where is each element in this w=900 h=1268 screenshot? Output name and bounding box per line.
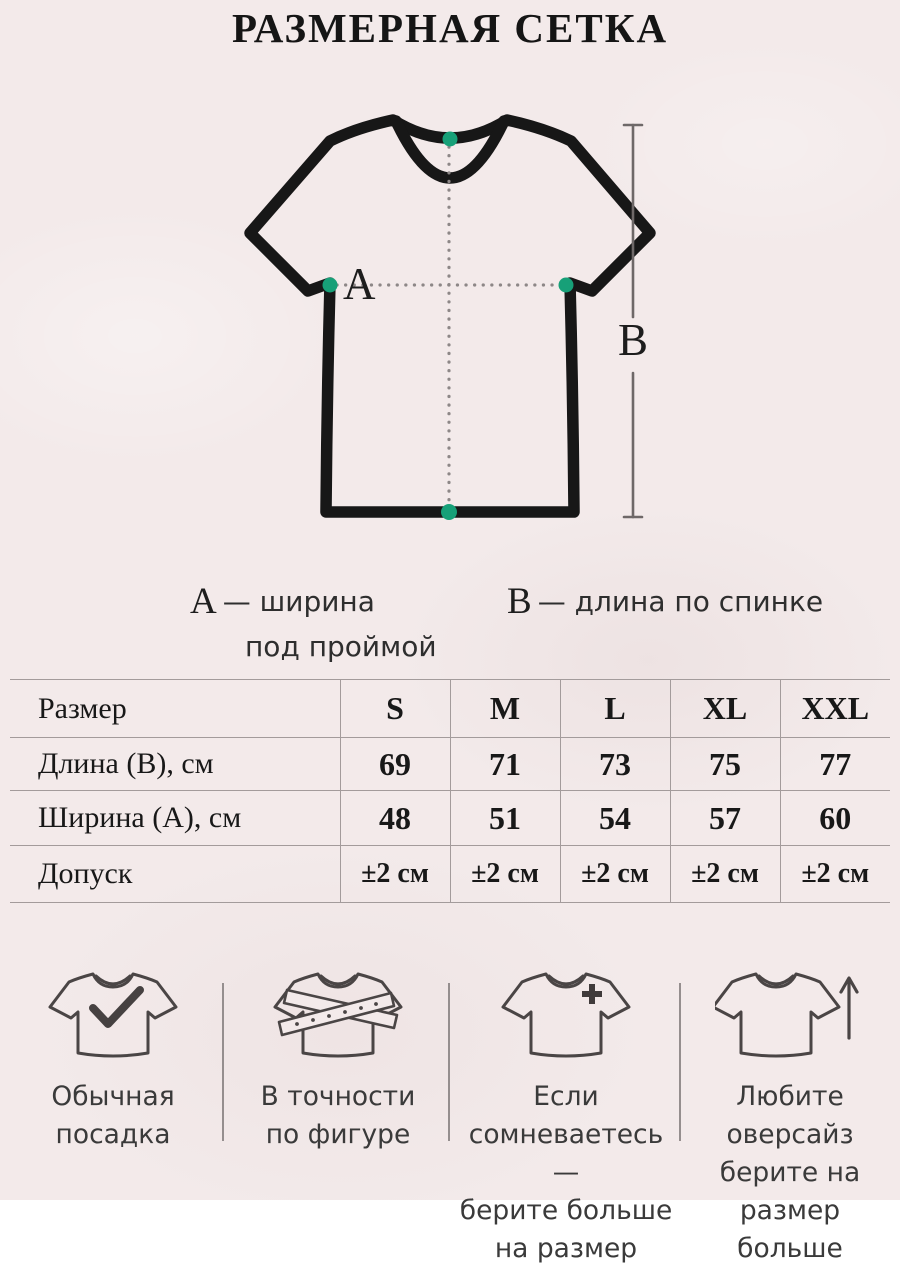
tshirt-tape-icon [263,960,413,1070]
tshirt-check-icon [38,960,188,1070]
length-xxl: 77 [780,738,890,791]
fit-text-line: по фигуре [265,1119,411,1150]
size-table-header-label: Размер [10,680,340,738]
legend-width [190,580,437,663]
fit-text-line: больше [737,1233,843,1264]
width-xl: 57 [670,791,780,846]
length-m: 71 [450,738,560,791]
tshirt-arrow-icon [715,960,865,1070]
diagram-label-a: А [343,259,376,309]
table-row-width [10,791,890,846]
size-col-l: L [560,680,670,738]
measuring-tape [279,990,397,1035]
legend-b-text: — длина по спинке [537,585,824,618]
fit-text-line: берите больше [459,1195,673,1226]
width-s: 48 [340,791,450,846]
length-s: 69 [340,738,450,791]
fit-guide-divider [448,983,450,1141]
fit-guide [0,960,900,1264]
legend-a-letter: А [190,581,217,622]
fit-text-line: Обычная [51,1081,175,1112]
size-col-m: M [450,680,560,738]
fit-text-line: на размер [494,1233,638,1264]
fit-text-line: Если сомневаетесь — [468,1081,664,1188]
right-armpit-point [559,278,574,293]
width-m: 51 [450,791,560,846]
diagram-label-b: В [618,315,649,365]
neck-point [443,132,458,147]
legend-b-letter: В [507,581,532,622]
tolerance-s: ±2 см [340,846,450,903]
row-label-tolerance: Допуск [10,846,340,903]
plus-sign [582,984,602,1004]
row-label-length: Длина (В), см [10,738,340,791]
fit-text-line: Любите оверсайз [726,1081,854,1150]
legend-a-text-line2: под проймой [245,630,437,663]
tolerance-l: ±2 см [560,846,670,903]
fit-option-exact [232,960,444,1154]
size-col-s: S [340,680,450,738]
fit-guide-divider [679,983,681,1141]
length-l: 73 [560,738,670,791]
left-armpit-point [323,278,338,293]
row-label-width: Ширина (А), см [10,791,340,846]
size-table [10,679,890,903]
tolerance-xl: ±2 см [670,846,780,903]
fit-text-line: посадка [55,1119,171,1150]
page-title: РАЗМЕРНАЯ СЕТКА [231,5,669,51]
width-xxl: 60 [780,791,890,846]
width-l: 54 [560,791,670,846]
size-table-header-row [10,680,890,738]
legend-a-text: — ширина [222,585,375,618]
size-col-xl: XL [670,680,780,738]
tshirt-plus-icon [491,960,641,1070]
fit-text-line: берите на размер [719,1157,861,1226]
hem-point [441,504,457,520]
fit-option-size-up [455,960,677,1268]
tolerance-m: ±2 см [450,846,560,903]
table-row-length [10,738,890,791]
length-xl: 75 [670,738,780,791]
tshirt-measurement-diagram [230,105,670,525]
up-arrow [841,978,857,1038]
tolerance-xxl: ±2 см [780,846,890,903]
table-row-tolerance [10,846,890,903]
fit-guide-divider [222,983,224,1141]
size-col-xxl: XXL [780,680,890,738]
legend-length [507,580,823,623]
fit-option-regular [7,960,219,1154]
fit-option-oversize [684,960,896,1268]
fit-text-line: В точности [260,1081,416,1112]
